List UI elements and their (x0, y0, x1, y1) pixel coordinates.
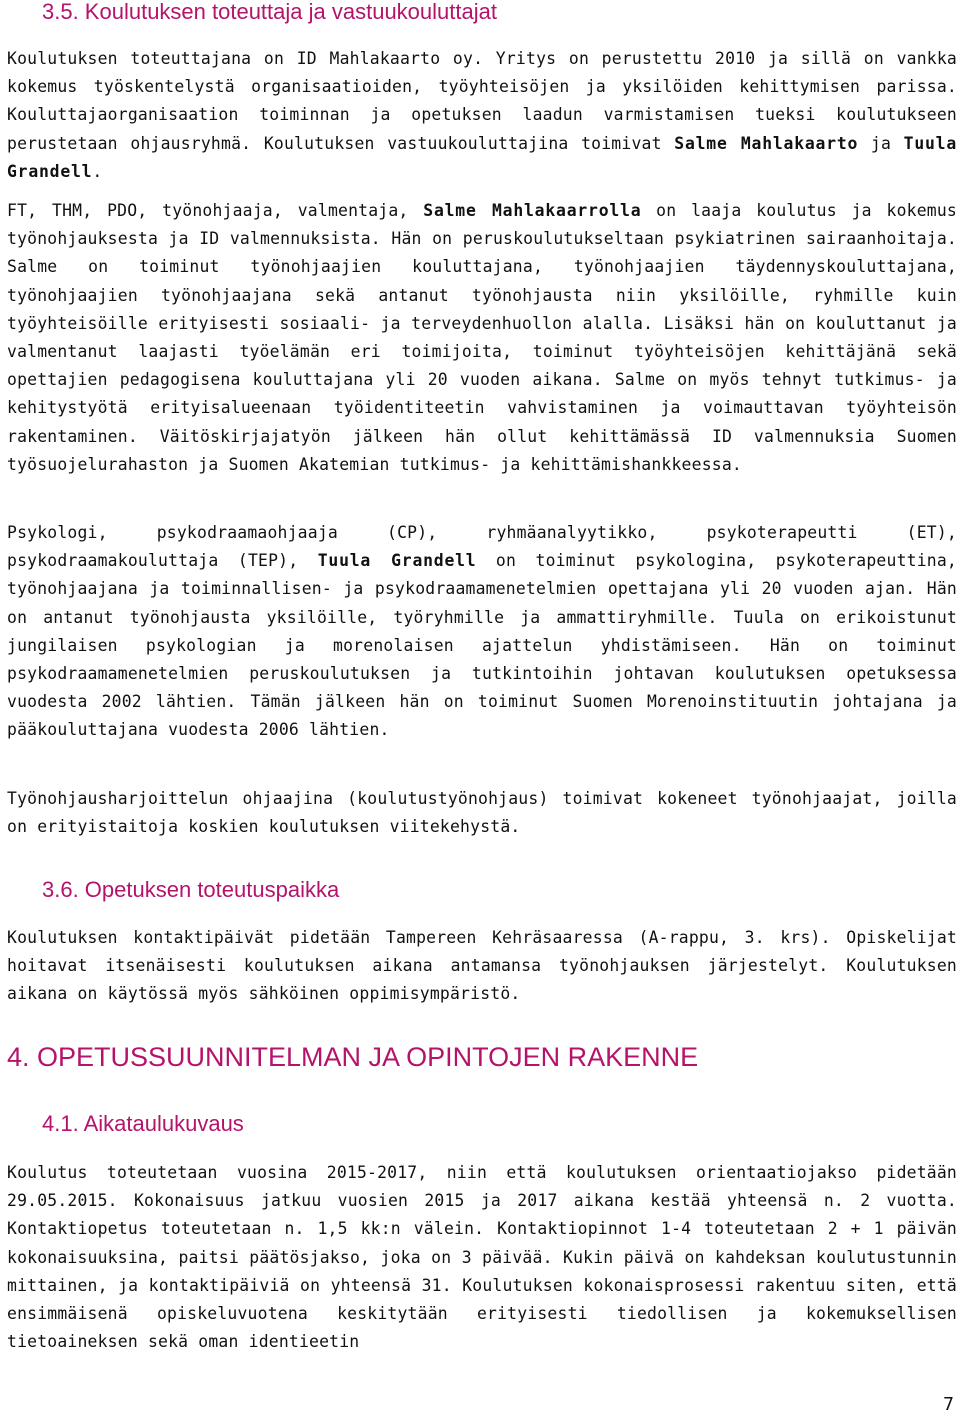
section-heading-3-6: 3.6. Opetuksen toteutuspaikka (42, 877, 340, 902)
paragraph-salme-bio-text: on laaja koulutus ja kokemus työnohjauksesta ja ID valmennuksista. Hän on peruskoulutukseltaan psykiatrinen sairaanhoitaja. Salme on toiminut työnohjaajien kouluttajana, työnohjaajien täydennyskouluttajana, työnohjaajien työnohjaajana sekä antanut työnohjausta niin yksilöille, ryhmille kuin työyhteisöille erityisesti sosiaali- ja terveydenhuollon alalla. Lisäksi hän on kouluttanut ja valmentanut laajasti työelämän eri toimijoita, toiminut työyhteisöjen kehittäjänä sekä opettajien pedagogisena kouluttajana yli 20 vuoden aikana. Salme on myös tehnyt tutkimus- ja kehitystyötä erityisalueenaan työidentiteetin vahvistaminen ja voimauttavan työyhteisön rakentaminen. Väitöskirjajatyön jälkeen hän ollut kehittämässä ID valmennuksia Suomen työsuojelurahaston ja Suomen Akatemian tutkimus- ja kehittämishankkeessa. (7, 201, 957, 474)
paragraph-provider-text: Koulutuksen toteuttajana on ID Mahlakaarto oy. Yritys on perustettu 2010 ja sillä on vankka kokemus työskentelystä organisaatioiden, työyhteisöjen ja yksilöiden kehittymisen parissa. Kouluttajaorganisaation toiminnan ja opetuksen laadun varmistamisen tueksi koulutukseen perustetaan ohjausryhmä. Koulutuksen vastuukouluttajina toimivat (7, 49, 957, 153)
paragraph-tuula-bio (7, 519, 957, 745)
person-name-tuula-bio: Tuula Grandell (317, 551, 477, 571)
person-name-salme: Salme Mahlakaarto (674, 133, 859, 153)
paragraph-supervisors: Työnohjausharjoittelun ohjaajina (koulutustyönohjaus) toimivat kokeneet työnohjaajat, joilla on erityistaitoja koskien koulutuksen viitekehystä. (7, 789, 957, 837)
paragraph-tuula-bio-intro: Psykologi, psykodraamaohjaaja (CP), ryhmäanalyytikko, psykoterapeutti (ET), psykodraamakouluttaja (TEP), (7, 523, 957, 571)
paragraph-location: Koulutuksen kontaktipäivät pidetään Tampereen Kehräsaaressa (A-rappu, 3. krs). Opiskelijat hoitavat itsenäisesti koulutuksen aikana antamansa työnohjauksen järjestelyt. Koulutuksen aikana on käytössä myös sähköinen oppimisympäristö. (7, 928, 957, 1004)
paragraph-provider-end: . (92, 161, 103, 181)
section-heading-4-1: 4.1. Aikataulukuvaus (42, 1111, 244, 1136)
page-number: 7 (943, 1394, 954, 1415)
person-name-salme-bio: Salme Mahlakaarrolla (423, 201, 642, 220)
paragraph-salme-bio-intro: FT, THM, PDO, työnohjaaja, valmentaja, (7, 201, 424, 220)
chapter-heading-4: 4. OPETUSSUUNNITELMAN JA OPINTOJEN RAKENNE (7, 1042, 699, 1072)
person-name-tuula: Tuula Grandell (7, 133, 957, 181)
paragraph-provider-conjunction: ja (858, 133, 904, 153)
section-heading-3-5: 3.5. Koulutuksen toteuttaja ja vastuukouluttajat (42, 0, 497, 24)
paragraph-provider (7, 45, 957, 186)
paragraph-schedule: Koulutus toteutetaan vuosina 2015-2017, niin että koulutuksen orientaatiojakso pidetään 29.05.2015. Kokonaisuus jatkuu vuosien 2015 ja 2017 aikana kestää yhteensä n. 2 vuotta. Kontaktiopetus toteutetaan n. 1,5 kk:n välein. Kontaktiopinnot 1-4 toteutetaan 2 + 1 päivän kokonaisuuksina, paitsi päätösjakso, joka on 3 päivää. Kukin päivä on kahdeksan koulutustunnin mittainen, ja kontaktipäiviä on yhteensä 31. Koulutuksen kokonaisprosessi rakentuu siten, että ensimmäisenä opiskeluvuotena keskitytään erityisesti tiedollisen ja kokemuksellisen tietoaineksen sekä oman identieetin (7, 1163, 957, 1352)
paragraph-tuula-bio-text: on toiminut psykologina, psykoterapeuttina, työnohjaajana ja toiminnallisen- ja psykodraamamenetelmien opettajana yli 20 vuoden ajan. Hän on antanut työnohjausta yksilöille, työryhmille ja ammattiryhmille. Tuula on erikoistunut jungilaisen psykologian ja morenolaisen ajattelun yhdistämiseen. Hän on toiminut psykodraamamenetelmien peruskoulutuksen ja tutkintoihin johtavan koulutuksen opetuksessa vuodesta 2002 lähtien. Tämän jälkeen hän on toiminut Suomen Morenoinstituutin johtajana ja pääkouluttajana vuodesta 2006 lähtien. (7, 551, 957, 740)
paragraph-salme-bio (7, 197, 957, 479)
